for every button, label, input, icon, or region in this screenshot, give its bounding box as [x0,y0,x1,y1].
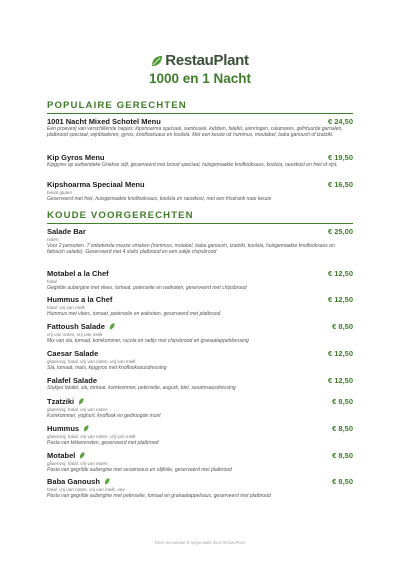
menu-item [47,376,353,391]
vegan-leaf-icon [83,425,89,432]
section-title-cold-starters: KOUDE VOORGERECHTEN [47,210,353,224]
item-tags: glutenvrij, halal, vrij van noten [47,406,108,412]
item-description: Komkommer, yoghurt, knoflook en gedroogde munt [47,412,161,419]
brand-logo [0,52,400,70]
item-price: € 8,50 [332,477,353,486]
menu-item [47,180,353,202]
item-name: Caesar Salade [47,349,99,358]
item-tags: noten [47,236,59,242]
item-price: € 12,50 [327,295,353,304]
item-name: Tzatziki [47,397,75,406]
menu-item [47,322,353,344]
item-tags: bevat gluten [47,189,73,195]
item-name: Motabel a la Chef [47,269,109,278]
item-description: Kipgyros op authentieke Griekse stijl, geserveerd met brood speciaal, huisgemaakte knoflooksaus, koolsla, rauwkost en friet of rijst. [47,162,338,168]
menu-item [47,424,353,446]
menu-item [47,227,353,255]
item-price: € 12,50 [327,349,353,358]
menu-item [47,397,353,419]
item-description: Sla, tomaat, maïs, kipgyros met knoflooksausdressing [47,364,167,371]
item-name: Falafel Salade [47,376,98,385]
item-price: € 8,50 [332,451,353,460]
vegan-leaf-icon [104,478,110,485]
vegan-leaf-icon [78,398,84,405]
brand-name: RestauPlant [165,52,249,69]
item-price: € 19,50 [327,153,353,162]
item-description: Pasta van gegrilde aubergine met peterselie, tomaat en granaatappelsaus, geserveerd met platbrood [47,492,271,499]
menu-item [47,451,353,473]
item-description: Pasta van kikkererwten, geserveerd met platbrood [47,439,159,446]
item-price: € 8,50 [332,397,353,406]
item-description: Voor 2 personen. 7 onbetwiste mezze smaken (hummus, motabel, baba ganoush, tzatziki, koolsla, huisgemaakte knoflooksaus en fattoush salade). Geserveerd met 4 stuks platbrood en een zakje chipsbrood [47,242,335,255]
restaurant-name: 1000 en 1 Nacht [148,71,252,86]
item-price: € 12,50 [327,269,353,278]
item-price: € 24,50 [327,117,353,126]
item-name: Salade Bar [47,227,86,236]
section-title-popular: POPULAIRE GERECHTEN [47,100,353,114]
item-tags: halal, vrij van noten, vrij van melk, raw [47,486,125,492]
item-name: Kipshoarma Speciaal Menu [47,180,145,189]
item-price: € 25,00 [327,227,353,236]
item-price: € 12,50 [327,376,353,385]
vegan-leaf-icon [79,452,85,459]
item-price: € 16,50 [327,180,353,189]
item-name: Kip Gyros Menu [47,153,105,162]
item-tags: glutenvrij, halal, vrij van noten, vrij van melk [47,433,136,439]
item-tags: halal, vrij van melk [47,304,85,310]
footer-note: Deze menukaart is opgemaakt door RestauPlant [154,540,246,545]
item-description: Pasta van gegrilde aubergine met sesamsaus en olijfolie, geserveerd met platbrood [47,466,232,473]
item-description: Een proeverij van verschillende hapjes: kipshoarma speciaal, sambusek, kebben, falafel, uienringen, calamares, gefrituurde garnalen, platbrood speciaal, wijnbladeren, gyros, knoflooksaus en koolsla. Met een keuze uit hummus, moutabel, baba ganoush of tzatziki. [47,126,343,138]
menu-item [47,153,353,168]
item-description: Geserveerd met friet, huisgemaakte knoflooksaus, koolsla en rauwkost, met een frisdrank naar keuze [47,195,272,202]
item-price: € 8,50 [332,424,353,433]
item-description: Gegrilde aubergine met vlees, tomaat, peterselie en walnoten, geserveerd met chipsbrood [47,284,247,291]
item-name: 1001 Nacht Mixed Schotel Menu [47,117,161,126]
item-tags: glutenvrij, halal, vrij van noten, vrij van melk [47,358,136,364]
menu-item [47,477,353,499]
leaf-icon [151,55,163,67]
vegan-leaf-icon [109,323,115,330]
menu-item [47,117,353,138]
item-price: € 8,50 [332,322,353,331]
item-name: Hummus [47,424,80,433]
menu-item [47,349,353,371]
item-name: Motabel [47,451,76,460]
item-description: Stukjes falafel, sla, tomaat, komkommer, peterselie, augurk, biet, sesamsausdressing [47,385,236,391]
item-tags: vrij van noten, vrij van melk [47,331,103,337]
item-name: Fattoush Salade [47,322,105,331]
item-description: Hummus met vlees, tomaat, peterselie en walnoten, geserveerd met platbrood [47,310,221,317]
item-tags: glutenvrij, halal, vrij van noten [47,460,108,466]
item-tags: halal [47,278,57,284]
item-description: Mix van sla, tomaat, komkommer, rucola en radijs met chipsbrood en granaatappeldressing [47,337,249,344]
menu-item [47,269,353,291]
item-name: Baba Ganoush [47,477,100,486]
menu-item [47,295,353,317]
item-name: Hummus a la Chef [47,295,113,304]
